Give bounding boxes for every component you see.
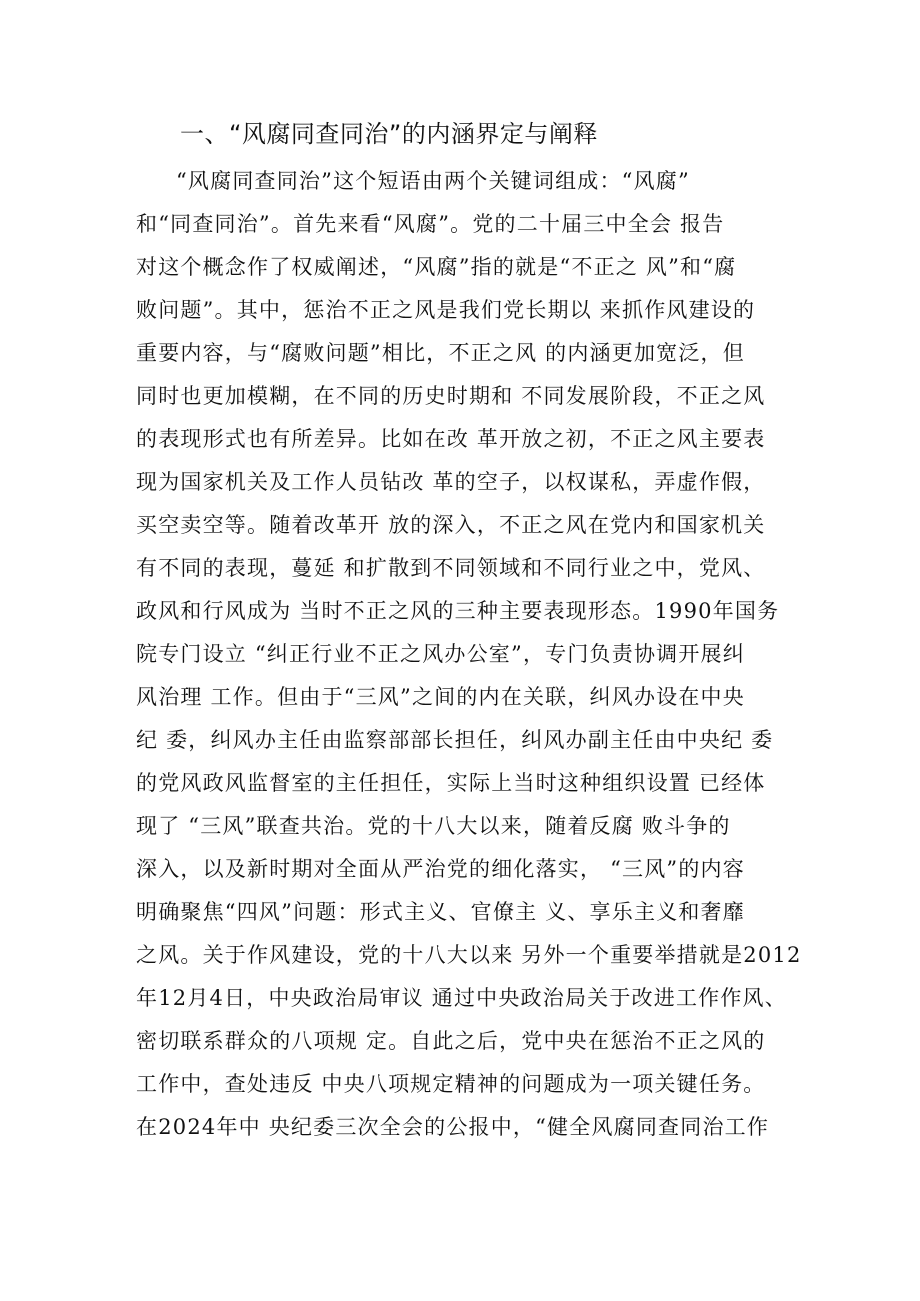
text-line: 现为国家机关及工作人员钻改 革的空子，以权谋私，弄虚作假，: [136, 470, 766, 494]
text-line: 同时也更加模糊，在不同的历史时期和 不同发展阶段，不正之风: [136, 384, 766, 408]
text-line: 败问题”。其中，惩治不正之风是我们党长期以 来抓作风建设的: [136, 298, 756, 322]
text-line: 风治理 工作。但由于“三风”之间的内在关联，纠风办设在中央: [136, 685, 745, 709]
text-line: 买空卖空等。随着改革开 放的深入，不正之风在党内和国家机关: [136, 513, 766, 537]
text-line: 有不同的表现，蔓延 和扩散到不同领域和不同行业之中，党风、: [136, 556, 766, 580]
text-line: 明确聚焦“四风”问题：形式主义、官僚主 义、享乐主义和奢靡: [136, 900, 745, 924]
text-line: “风腐同查同治”这个短语由两个关键词组成：“风腐”: [176, 169, 690, 193]
body-paragraph: [136, 160, 816, 1149]
text-line: 纪 委，纠风办主任由监察部部长担任，纠风办副主任由中央纪 委: [136, 728, 774, 752]
text-line: 年12月4日，中央政治局审议 通过中央政治局关于改进工作作风、: [136, 986, 787, 1010]
section-heading: 一、“风腐同查同治”的内涵界定与阐释: [180, 120, 598, 148]
text-line: 在2024年中 央纪委三次全会的公报中，“健全风腐同查同治工作: [136, 1115, 770, 1139]
text-line: 政风和行风成为 当时不正之风的三种主要表现形态。1990年国务: [136, 599, 780, 623]
text-line: 工作中，查处违反 中央八项规定精神的问题成为一项关键任务。: [136, 1072, 766, 1096]
text-line: 和“同查同治”。首先来看“风腐”。党的二十届三中全会 报告: [136, 212, 725, 236]
text-line: 密切联系群众的八项规 定。自此之后，党中央在惩治不正之风的: [136, 1029, 766, 1053]
text-line: 院专门设立 “纠正行业不正之风办公室”，专门负责协调开展纠: [136, 642, 745, 666]
text-line: 之风。关于作风建设，党的十八大以来 另外一个重要举措就是2012: [136, 943, 802, 967]
text-line: 深入，以及新时期对全面从严治党的细化落实， “三风”的内容: [136, 857, 745, 881]
text-line: 对这个概念作了权威阐述，“风腐”指的就是“不正之 风”和“腐: [136, 255, 737, 279]
text-line: 的表现形式也有所差异。比如在改 革开放之初，不正之风主要表: [136, 427, 766, 451]
text-line: 的党风政风监督室的主任担任，实际上当时这种组织设置 已经体: [136, 771, 766, 795]
text-line: 重要内容，与“腐败问题”相比，不正之风 的内涵更加宽泛，但: [136, 341, 745, 365]
text-line: 现了 “三风”联查共治。党的十八大以来，随着反腐 败斗争的: [136, 814, 731, 838]
